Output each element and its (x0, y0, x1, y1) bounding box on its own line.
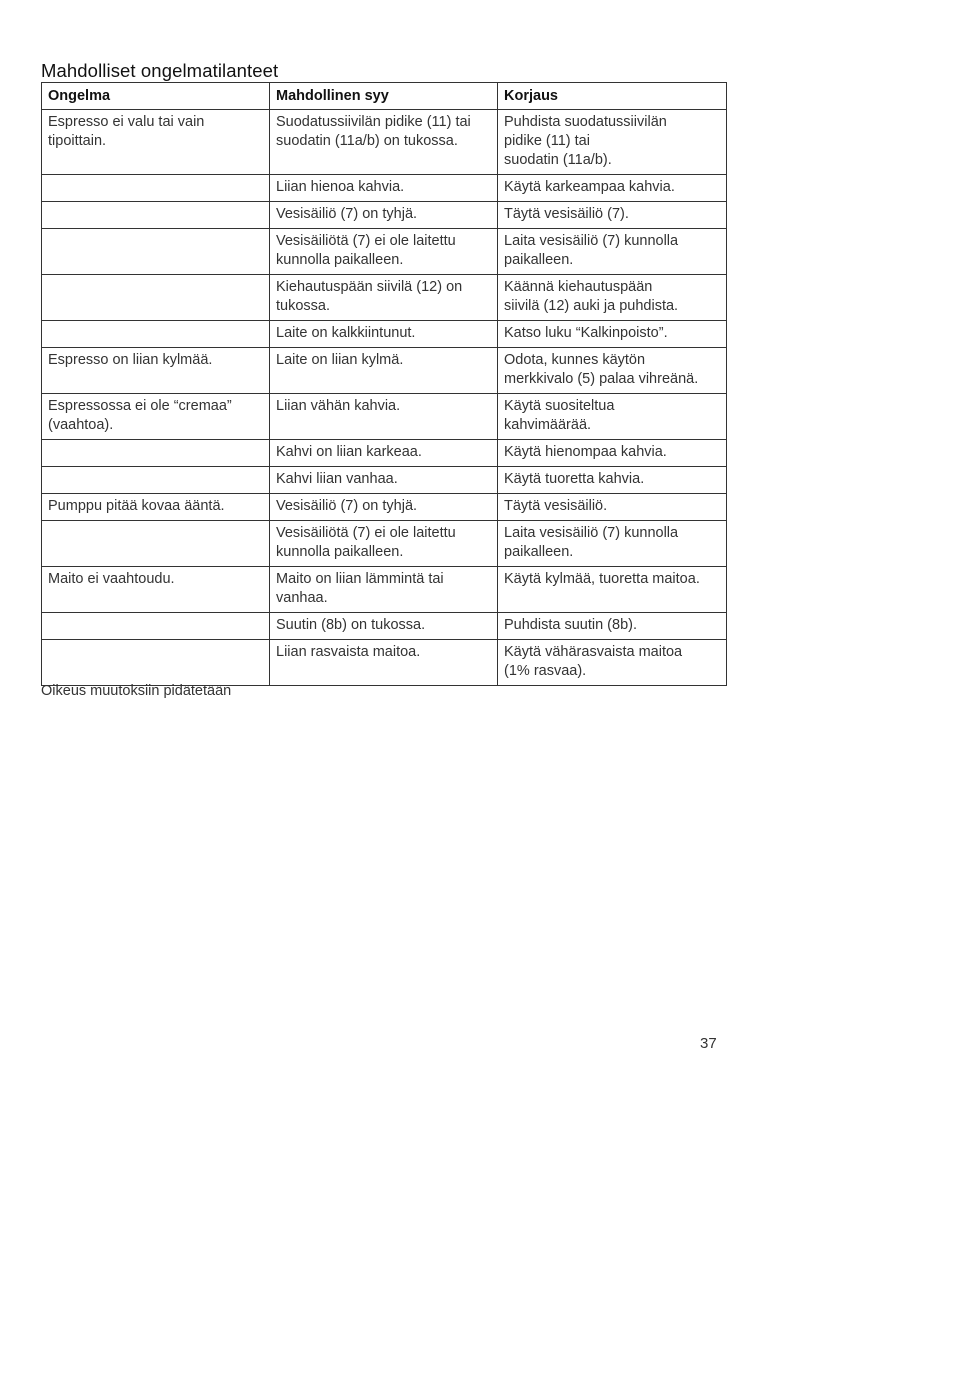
problem-cell (42, 440, 270, 467)
cause-cell: Kahvi liian vanhaa. (270, 467, 498, 494)
fix-cell: Käytä tuoretta kahvia. (498, 467, 727, 494)
header-cause: Mahdollinen syy (270, 83, 498, 110)
cause-cell: Vesisäiliö (7) on tyhjä. (270, 202, 498, 229)
cause-cell: Liian vähän kahvia. (270, 394, 498, 440)
cause-cell: Suutin (8b) on tukossa. (270, 613, 498, 640)
cause-cell: Vesisäiliötä (7) ei ole laitettu kunnolla paikalleen. (270, 229, 498, 275)
fix-cell: Käännä kiehautuspään siivilä (12) auki ja puhdista. (498, 275, 727, 321)
page-title: Mahdolliset ongelmatilanteet (41, 60, 279, 82)
table-row (42, 440, 727, 467)
cause-cell: Maito on liian lämmintä tai vanhaa. (270, 567, 498, 613)
problem-cell (42, 640, 270, 686)
table-row (42, 521, 727, 567)
problem-cell: Pumppu pitää kovaa ääntä. (42, 494, 270, 521)
table-row (42, 640, 727, 686)
problem-cell: Maito ei vaahtoudu. (42, 567, 270, 613)
cause-cell: Laite on kalkkiintunut. (270, 321, 498, 348)
fix-cell: Täytä vesisäiliö. (498, 494, 727, 521)
problem-cell: Espresso ei valu tai vain tipoittain. (42, 110, 270, 175)
problem-cell (42, 275, 270, 321)
table-row (42, 348, 727, 394)
problem-cell (42, 613, 270, 640)
fix-cell: Täytä vesisäiliö (7). (498, 202, 727, 229)
troubleshooting-table (41, 82, 727, 686)
cause-cell: Suodatussiivilän pidike (11) tai suodatin (11a/b) on tukossa. (270, 110, 498, 175)
fix-cell: Käytä suositeltua kahvimäärää. (498, 394, 727, 440)
problem-cell (42, 175, 270, 202)
problem-cell: Espressossa ei ole “cremaa” (vaahtoa). (42, 394, 270, 440)
problem-cell (42, 229, 270, 275)
table-header-row (42, 83, 727, 110)
fix-cell: Käytä hienompaa kahvia. (498, 440, 727, 467)
fix-cell: Käytä karkeampaa kahvia. (498, 175, 727, 202)
page-number: 37 (700, 1035, 717, 1052)
table-row (42, 275, 727, 321)
table-row (42, 202, 727, 229)
table-row (42, 394, 727, 440)
cause-cell: Kahvi on liian karkeaa. (270, 440, 498, 467)
problem-cell (42, 321, 270, 348)
cause-cell: Laite on liian kylmä. (270, 348, 498, 394)
header-fix: Korjaus (498, 83, 727, 110)
table-row (42, 613, 727, 640)
table-row (42, 229, 727, 275)
fix-cell: Laita vesisäiliö (7) kunnolla paikalleen. (498, 229, 727, 275)
fix-cell: Puhdista suutin (8b). (498, 613, 727, 640)
problem-cell: Espresso on liian kylmää. (42, 348, 270, 394)
cause-cell: Vesisäiliö (7) on tyhjä. (270, 494, 498, 521)
table-row (42, 110, 727, 175)
table-row (42, 321, 727, 348)
fix-cell: Katso luku “Kalkinpoisto”. (498, 321, 727, 348)
footnote: Oikeus muutoksiin pidätetään (41, 683, 232, 699)
header-problem: Ongelma (42, 83, 270, 110)
fix-cell: Odota, kunnes käytön merkkivalo (5) palaa vihreänä. (498, 348, 727, 394)
problem-cell (42, 467, 270, 494)
problem-cell (42, 202, 270, 229)
table-row (42, 567, 727, 613)
fix-cell: Käytä kylmää, tuoretta maitoa. (498, 567, 727, 613)
problem-cell (42, 521, 270, 567)
fix-cell: Käytä vähärasvaista maitoa (1% rasvaa). (498, 640, 727, 686)
fix-cell: Puhdista suodatussiivilän pidike (11) tai suodatin (11a/b). (498, 110, 727, 175)
cause-cell: Vesisäiliötä (7) ei ole laitettu kunnolla paikalleen. (270, 521, 498, 567)
cause-cell: Liian hienoa kahvia. (270, 175, 498, 202)
cause-cell: Liian rasvaista maitoa. (270, 640, 498, 686)
cause-cell: Kiehautuspään siivilä (12) on tukossa. (270, 275, 498, 321)
fix-cell: Laita vesisäiliö (7) kunnolla paikalleen. (498, 521, 727, 567)
table-row (42, 175, 727, 202)
table-row (42, 494, 727, 521)
table-row (42, 467, 727, 494)
